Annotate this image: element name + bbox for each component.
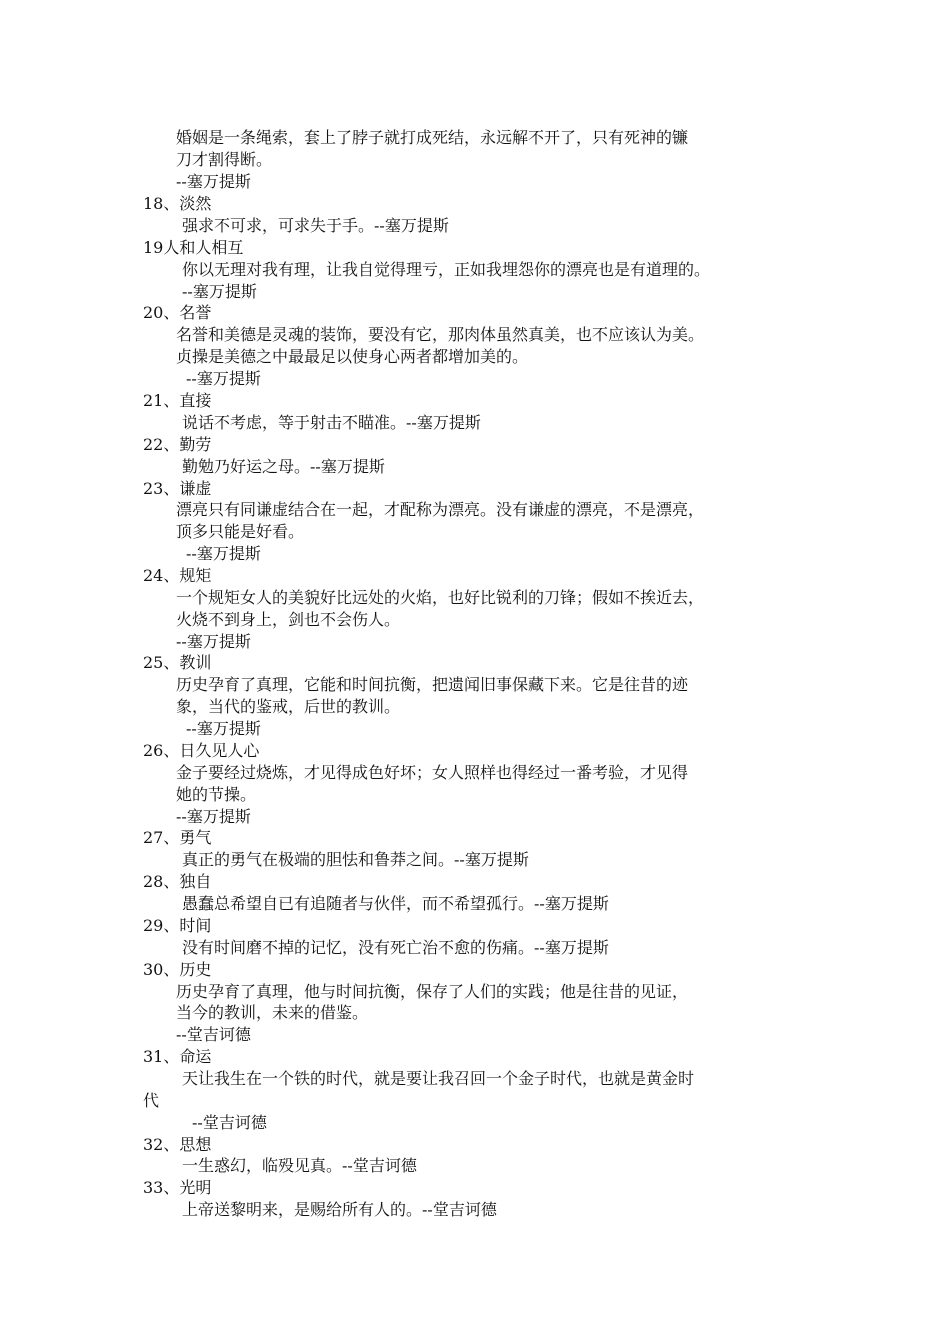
text-line: 刀才割得断。 [176,150,273,169]
attribution: --塞万提斯 [186,544,261,563]
section-heading: 29、时间 [143,916,212,935]
quote-line: 当今的教训，未来的借鉴。 [176,1003,369,1022]
section-heading: 31、命运 [143,1047,212,1066]
quote-line: 贞操是美德之中最最足以使身心两者都增加美的。 [176,347,529,366]
section-heading: 22、勤劳 [143,435,212,454]
attribution: --堂吉诃德 [192,1113,267,1132]
section-heading: 30、历史 [143,960,212,979]
section-heading: 33、光明 [143,1178,212,1197]
quote-line: 名誉和美德是灵魂的装饰，要没有它，那肉体虽然真美，也不应该认为美。 [176,325,705,344]
attribution: --堂吉诃德 [176,1025,251,1044]
section-heading: 28、独自 [143,872,212,891]
text-line: 婚姻是一条绳索，套上了脖子就打成死结，永远解不开了，只有死神的镰 [176,128,689,147]
quote-line: 代 [143,1091,160,1110]
section-heading: 18、淡然 [143,194,212,213]
quote-line: 上帝送黎明来，是赐给所有人的。--堂吉诃德 [182,1200,497,1219]
section-heading: 27、勇气 [143,828,212,847]
attribution: --塞万提斯 [186,369,261,388]
quote-line: 说话不考虑，等于射击不瞄准。--塞万提斯 [182,413,481,432]
section-heading: 23、谦虚 [143,479,212,498]
quote-line: 火烧不到身上，剑也不会伤人。 [176,610,401,629]
attribution: --塞万提斯 [176,632,251,651]
quote-line: 金子要经过烧炼，才见得成色好坏；女人照样也得经过一番考验，才见得 [176,763,689,782]
attribution: --塞万提斯 [182,282,257,301]
quote-line: 勤勉乃好运之母。--塞万提斯 [182,457,385,476]
section-heading: 21、直接 [143,391,212,410]
quote-line: 历史孕育了真理，他与时间抗衡，保存了人们的实践；他是往昔的见证， [176,982,689,1001]
quote-line: 她的节操。 [176,785,257,804]
section-heading: 19人和人相互 [143,238,244,257]
quote-line: 一生惑幻，临殁见真。--堂吉诃德 [182,1156,417,1175]
attribution: --塞万提斯 [176,172,251,191]
quote-line: 强求不可求，可求失于手。--塞万提斯 [182,216,449,235]
section-heading: 32、思想 [143,1135,212,1154]
quote-line: 顶多只能是好看。 [176,522,305,541]
quote-line: 一个规矩女人的美貌好比远处的火焰，也好比锐利的刀锋；假如不挨近去， [176,588,705,607]
attribution: --塞万提斯 [186,719,261,738]
quote-line: 历史孕育了真理，它能和时间抗衡，把遗闻旧事保藏下来。它是往昔的迹 [176,675,689,694]
quote-line: 天让我生在一个铁的时代，就是要让我召回一个金子时代，也就是黄金时 [182,1069,695,1088]
quote-line: 象，当代的鉴戒，后世的教训。 [176,697,401,716]
quote-line: 真正的勇气在极端的胆怯和鲁莽之间。--塞万提斯 [182,850,529,869]
section-heading: 25、教训 [143,653,212,672]
quote-line: 你以无理对我有理，让我自觉得理亏，正如我埋怨你的漂亮也是有道理的。 [182,260,711,279]
section-heading: 24、规矩 [143,566,212,585]
attribution: --塞万提斯 [176,807,251,826]
section-heading: 20、名誉 [143,303,212,322]
quote-line: 没有时间磨不掉的记忆，没有死亡治不愈的伤痛。--塞万提斯 [182,938,609,957]
section-heading: 26、日久见人心 [143,741,260,760]
quote-line: 愚蠢总希望自已有追随者与伙伴，而不希望孤行。--塞万提斯 [182,894,609,913]
quote-line: 漂亮只有同谦虚结合在一起，才配称为漂亮。没有谦虚的漂亮，不是漂亮， [176,500,705,519]
